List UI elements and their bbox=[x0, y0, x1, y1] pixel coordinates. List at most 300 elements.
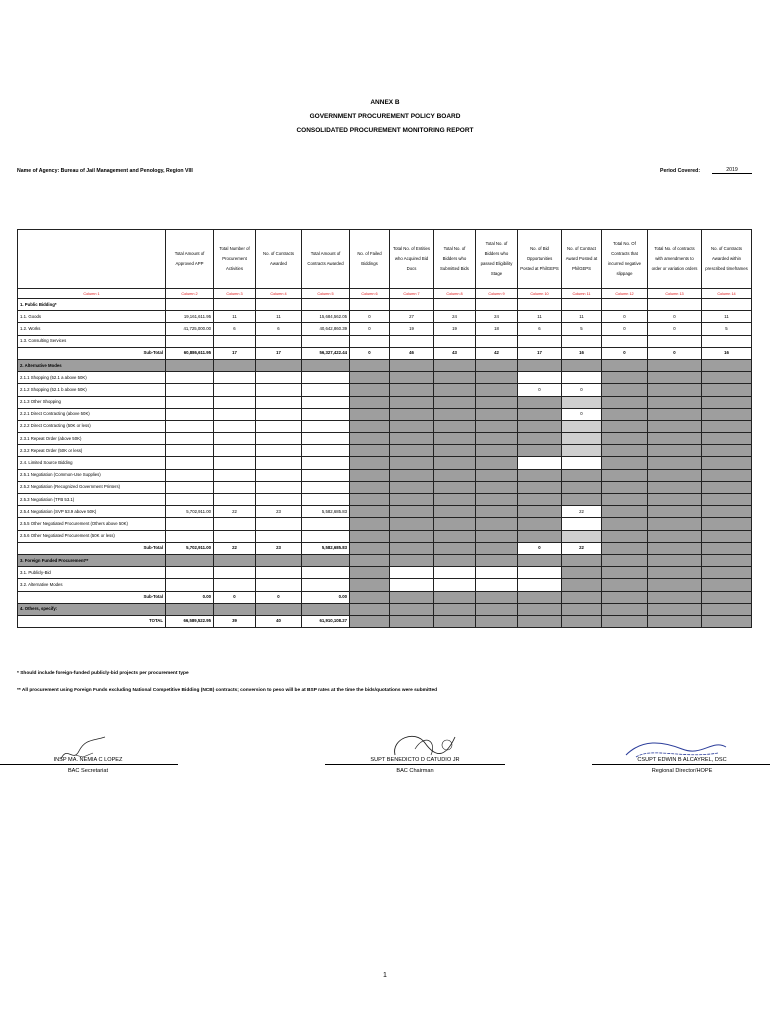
row-label: Sub-Total bbox=[18, 542, 166, 554]
table-row bbox=[18, 299, 752, 311]
table-cell: 40 bbox=[256, 615, 302, 627]
table-cell: 22 bbox=[562, 542, 602, 554]
row-label: 2.1.3 Other Shopping bbox=[18, 396, 166, 408]
table-cell bbox=[648, 554, 702, 566]
table-cell bbox=[302, 530, 350, 542]
table-cell bbox=[302, 299, 350, 311]
table-cell bbox=[302, 433, 350, 445]
procurement-table bbox=[17, 229, 752, 628]
table-cell bbox=[648, 433, 702, 445]
column-number: Column 10 bbox=[518, 289, 562, 299]
table-cell bbox=[434, 542, 476, 554]
table-cell bbox=[434, 457, 476, 469]
table-cell bbox=[562, 372, 602, 384]
table-cell bbox=[214, 396, 256, 408]
table-cell bbox=[214, 469, 256, 481]
table-cell bbox=[562, 457, 602, 469]
table-cell bbox=[166, 481, 214, 493]
col-header: No. of Contract Award Posted at PhilGEPS bbox=[562, 230, 602, 289]
table-cell: 22 bbox=[214, 506, 256, 518]
signatory-role: BAC Secretariat bbox=[67, 768, 109, 774]
table-cell bbox=[518, 372, 562, 384]
table-cell bbox=[602, 579, 648, 591]
table-cell bbox=[302, 494, 350, 506]
table-cell bbox=[702, 603, 752, 615]
column-number: Column 1 bbox=[18, 289, 166, 299]
table-cell bbox=[256, 567, 302, 579]
table-cell: 6 bbox=[518, 323, 562, 335]
table-cell bbox=[256, 359, 302, 371]
table-cell bbox=[476, 420, 518, 432]
table-cell bbox=[214, 384, 256, 396]
table-cell bbox=[702, 506, 752, 518]
table-cell: 5 bbox=[702, 323, 752, 335]
row-label: 4. Others, specify: bbox=[18, 603, 166, 615]
table-cell bbox=[648, 567, 702, 579]
table-cell bbox=[166, 518, 214, 530]
signatory-role: BAC Chairman bbox=[396, 768, 434, 774]
table-cell bbox=[256, 420, 302, 432]
report-title: CONSOLIDATED PROCUREMENT MONITORING REPORT bbox=[296, 127, 474, 134]
col-header: Total No. Of Contracts that incurred negative slippage bbox=[602, 230, 648, 289]
table-cell bbox=[166, 335, 214, 347]
table-cell bbox=[602, 591, 648, 603]
table-cell bbox=[256, 554, 302, 566]
table-row bbox=[18, 518, 752, 530]
table-cell bbox=[518, 615, 562, 627]
table-cell bbox=[702, 396, 752, 408]
col-header: Total No. of Bidders who passed Eligibility Stage bbox=[476, 230, 518, 289]
table-cell: 24 bbox=[434, 311, 476, 323]
table-cell bbox=[256, 372, 302, 384]
table-row bbox=[18, 384, 752, 396]
table-cell bbox=[166, 494, 214, 506]
table-cell bbox=[434, 408, 476, 420]
table-cell: 17 bbox=[518, 347, 562, 359]
table-cell bbox=[476, 335, 518, 347]
table-cell bbox=[476, 299, 518, 311]
table-cell bbox=[302, 579, 350, 591]
table-cell bbox=[302, 420, 350, 432]
table-cell bbox=[702, 445, 752, 457]
table-cell bbox=[166, 384, 214, 396]
table-cell bbox=[602, 530, 648, 542]
table-row bbox=[18, 567, 752, 579]
table-cell bbox=[648, 542, 702, 554]
table-cell bbox=[602, 554, 648, 566]
column-number: Column 14 bbox=[702, 289, 752, 299]
signatory-regional-director bbox=[592, 757, 770, 774]
table-cell bbox=[350, 554, 390, 566]
table-cell bbox=[214, 445, 256, 457]
table-cell bbox=[302, 359, 350, 371]
table-body bbox=[18, 299, 752, 628]
table-cell bbox=[518, 408, 562, 420]
table-cell bbox=[702, 408, 752, 420]
table-cell bbox=[648, 518, 702, 530]
table-cell bbox=[434, 481, 476, 493]
table-cell bbox=[166, 420, 214, 432]
table-cell: 0.00 bbox=[166, 591, 214, 603]
table-cell bbox=[214, 299, 256, 311]
table-row bbox=[18, 457, 752, 469]
table-cell bbox=[602, 335, 648, 347]
table-cell bbox=[302, 396, 350, 408]
table-cell bbox=[602, 384, 648, 396]
row-label: 2.2.2 Direct Contracting (50K or less) bbox=[18, 420, 166, 432]
row-label: 2.5.6 Other Negotiated Procurement (50K or less) bbox=[18, 530, 166, 542]
footnote-1: * Should include foreign-funded publicly-bid projects per procurement type bbox=[17, 671, 189, 676]
table-cell bbox=[390, 554, 434, 566]
table-row bbox=[18, 347, 752, 359]
row-label: TOTAL bbox=[18, 615, 166, 627]
table-cell bbox=[476, 530, 518, 542]
table-cell bbox=[214, 433, 256, 445]
table-cell: 66,589,522.95 bbox=[166, 615, 214, 627]
table-row bbox=[18, 591, 752, 603]
table-cell: 5,582,685.83 bbox=[302, 506, 350, 518]
table-cell bbox=[602, 494, 648, 506]
table-cell bbox=[476, 518, 518, 530]
column-number: Column 13 bbox=[648, 289, 702, 299]
table-cell: 11 bbox=[214, 311, 256, 323]
footnote-2: ** All procurement using Foreign Funds excluding National Competitive Bidding (NCB) contracts; conversion to peso will be at BSP rates at the time the bids/quotations were submitted bbox=[17, 688, 438, 693]
table-cell bbox=[302, 457, 350, 469]
table-cell bbox=[256, 481, 302, 493]
table-cell bbox=[256, 469, 302, 481]
table-cell: 18 bbox=[476, 323, 518, 335]
table-cell bbox=[476, 359, 518, 371]
table-cell bbox=[350, 299, 390, 311]
table-cell bbox=[648, 615, 702, 627]
table-cell bbox=[302, 481, 350, 493]
table-cell bbox=[702, 299, 752, 311]
table-cell bbox=[702, 518, 752, 530]
table-cell: 0 bbox=[602, 311, 648, 323]
period-label: Period Covered: bbox=[660, 168, 701, 174]
table-cell bbox=[350, 445, 390, 457]
col-header: No. of Contracts Awarded within prescribed timeframes bbox=[702, 230, 752, 289]
table-cell bbox=[390, 603, 434, 615]
table-cell bbox=[518, 396, 562, 408]
signatory-name: SUPT BENEDICTO D CATUDIO JR bbox=[325, 757, 505, 765]
table-cell bbox=[350, 469, 390, 481]
col-header bbox=[18, 230, 166, 289]
table-cell bbox=[256, 457, 302, 469]
col-header: No. of Failed Biddings bbox=[350, 230, 390, 289]
table-cell bbox=[602, 615, 648, 627]
row-label: 2. Alternative Modes bbox=[18, 359, 166, 371]
table-cell bbox=[648, 530, 702, 542]
table-cell bbox=[350, 506, 390, 518]
table-row bbox=[18, 615, 752, 627]
table-cell bbox=[390, 542, 434, 554]
table-cell: 0 bbox=[648, 311, 702, 323]
column-number: Column 4 bbox=[256, 289, 302, 299]
col-header: Total Number of Procurement Activities bbox=[214, 230, 256, 289]
table-cell bbox=[434, 420, 476, 432]
table-cell: 39 bbox=[214, 615, 256, 627]
signature-mark bbox=[385, 729, 465, 765]
table-cell bbox=[702, 554, 752, 566]
table-cell bbox=[434, 445, 476, 457]
signatory-bac-chairman bbox=[325, 757, 505, 774]
table-cell bbox=[562, 603, 602, 615]
table-cell: 22 bbox=[562, 506, 602, 518]
table-cell: 5 bbox=[562, 323, 602, 335]
table-cell bbox=[166, 396, 214, 408]
table-cell bbox=[390, 457, 434, 469]
table-cell: 0 bbox=[562, 408, 602, 420]
table-cell bbox=[518, 518, 562, 530]
table-cell bbox=[702, 420, 752, 432]
table-cell bbox=[702, 359, 752, 371]
table-cell bbox=[476, 615, 518, 627]
table-cell: 0 bbox=[256, 591, 302, 603]
table-cell bbox=[166, 445, 214, 457]
col-header: Total Amount of Approved APP bbox=[166, 230, 214, 289]
table-cell bbox=[434, 469, 476, 481]
table-cell bbox=[476, 567, 518, 579]
table-cell bbox=[702, 469, 752, 481]
table-cell bbox=[256, 384, 302, 396]
table-cell bbox=[434, 433, 476, 445]
table-cell: 19 bbox=[390, 323, 434, 335]
table-cell bbox=[350, 494, 390, 506]
column-number: Column 11 bbox=[562, 289, 602, 299]
table-cell bbox=[648, 384, 702, 396]
table-cell bbox=[434, 554, 476, 566]
table-cell bbox=[434, 335, 476, 347]
annex-title: ANNEX B bbox=[370, 99, 400, 106]
table-cell bbox=[602, 433, 648, 445]
table-cell bbox=[518, 494, 562, 506]
table-cell bbox=[214, 359, 256, 371]
row-label: Sub-Total bbox=[18, 591, 166, 603]
table-cell bbox=[648, 408, 702, 420]
table-cell bbox=[476, 433, 518, 445]
table-cell: 11 bbox=[562, 311, 602, 323]
table-cell bbox=[602, 481, 648, 493]
table-cell bbox=[302, 384, 350, 396]
table-cell bbox=[562, 445, 602, 457]
col-header: Total Amount of Contracts Awarded bbox=[302, 230, 350, 289]
table-row bbox=[18, 469, 752, 481]
table-cell bbox=[256, 518, 302, 530]
table-cell bbox=[166, 603, 214, 615]
table-cell bbox=[350, 481, 390, 493]
table-cell: 0 bbox=[214, 591, 256, 603]
table-cell bbox=[256, 494, 302, 506]
table-cell bbox=[562, 494, 602, 506]
signatory-bac-secretariat bbox=[0, 757, 178, 774]
table-cell bbox=[256, 299, 302, 311]
table-cell bbox=[518, 506, 562, 518]
table-row bbox=[18, 311, 752, 323]
table-cell bbox=[602, 542, 648, 554]
table-cell bbox=[350, 359, 390, 371]
table-cell bbox=[562, 554, 602, 566]
table-cell bbox=[166, 359, 214, 371]
table-cell: 0 bbox=[648, 323, 702, 335]
column-number: Column 12 bbox=[602, 289, 648, 299]
table-cell bbox=[434, 603, 476, 615]
table-cell: 11 bbox=[702, 311, 752, 323]
table-cell: 24 bbox=[476, 311, 518, 323]
table-row bbox=[18, 445, 752, 457]
row-label: 2.3.1 Repeat Order (above 50K) bbox=[18, 433, 166, 445]
table-cell bbox=[476, 579, 518, 591]
table-cell bbox=[256, 335, 302, 347]
table-cell bbox=[602, 372, 648, 384]
table-cell: 0 bbox=[350, 347, 390, 359]
table-cell: 19 bbox=[434, 323, 476, 335]
table-cell bbox=[702, 591, 752, 603]
board-title: GOVERNMENT PROCUREMENT POLICY BOARD bbox=[309, 113, 461, 120]
table-cell bbox=[302, 408, 350, 420]
table-cell bbox=[390, 591, 434, 603]
row-label: 2.4. Limited Source Bidding bbox=[18, 457, 166, 469]
table-cell: 60,886,611.95 bbox=[166, 347, 214, 359]
table-cell bbox=[214, 494, 256, 506]
table-cell bbox=[648, 603, 702, 615]
row-label: 2.1.2 Shopping (52.1 b above 50K) bbox=[18, 384, 166, 396]
table-cell bbox=[166, 457, 214, 469]
table-cell: 23 bbox=[256, 506, 302, 518]
table-cell bbox=[166, 530, 214, 542]
table-cell bbox=[518, 481, 562, 493]
table-cell: 16 bbox=[702, 347, 752, 359]
column-number-row bbox=[18, 289, 752, 299]
table-cell bbox=[518, 420, 562, 432]
table-cell bbox=[518, 469, 562, 481]
table-cell bbox=[434, 396, 476, 408]
table-cell bbox=[702, 579, 752, 591]
table-cell bbox=[434, 299, 476, 311]
table-cell bbox=[648, 445, 702, 457]
table-cell bbox=[350, 396, 390, 408]
table-cell bbox=[602, 445, 648, 457]
table-cell bbox=[476, 408, 518, 420]
table-cell bbox=[302, 445, 350, 457]
table-cell bbox=[434, 494, 476, 506]
col-header: Total No. of Entities who Acquired Bid Docs bbox=[390, 230, 434, 289]
table-row bbox=[18, 554, 752, 566]
table-cell bbox=[390, 494, 434, 506]
table-cell bbox=[602, 518, 648, 530]
table-cell: 0 bbox=[602, 347, 648, 359]
table-cell bbox=[350, 579, 390, 591]
table-cell bbox=[256, 603, 302, 615]
table-cell bbox=[518, 603, 562, 615]
table-cell bbox=[350, 530, 390, 542]
table-row bbox=[18, 372, 752, 384]
table-cell bbox=[390, 445, 434, 457]
row-label: 2.5.5 Other Negotiated Procurement (Others above 50K) bbox=[18, 518, 166, 530]
table-cell bbox=[518, 359, 562, 371]
row-label: 1. Public Bidding* bbox=[18, 299, 166, 311]
row-label: 1.1. Goods bbox=[18, 311, 166, 323]
table-cell bbox=[518, 579, 562, 591]
table-cell: 17 bbox=[214, 347, 256, 359]
table-cell bbox=[602, 396, 648, 408]
table-cell bbox=[562, 396, 602, 408]
table-cell bbox=[256, 530, 302, 542]
table-cell bbox=[648, 359, 702, 371]
table-cell: 5,702,911.00 bbox=[166, 542, 214, 554]
table-cell bbox=[166, 554, 214, 566]
table-cell bbox=[214, 603, 256, 615]
table-cell bbox=[518, 299, 562, 311]
table-cell bbox=[256, 579, 302, 591]
table-cell: 27 bbox=[390, 311, 434, 323]
table-cell bbox=[166, 408, 214, 420]
table-cell bbox=[476, 506, 518, 518]
table-cell bbox=[214, 579, 256, 591]
table-cell: 16 bbox=[562, 347, 602, 359]
table-cell bbox=[214, 420, 256, 432]
table-cell bbox=[390, 518, 434, 530]
signatory-role: Regional Director/HOPE bbox=[651, 768, 713, 774]
row-label: 2.2.1 Direct Contracting (above 50K) bbox=[18, 408, 166, 420]
table-cell bbox=[602, 299, 648, 311]
table-cell bbox=[302, 554, 350, 566]
table-cell bbox=[390, 469, 434, 481]
table-cell bbox=[648, 481, 702, 493]
row-label: 3.1. Publicly-Bid bbox=[18, 567, 166, 579]
table-cell bbox=[702, 567, 752, 579]
table-cell: 42 bbox=[476, 347, 518, 359]
table-cell bbox=[476, 591, 518, 603]
table-cell: 0 bbox=[562, 384, 602, 396]
table-cell bbox=[702, 481, 752, 493]
table-cell bbox=[434, 384, 476, 396]
table-cell bbox=[602, 408, 648, 420]
table-cell bbox=[350, 335, 390, 347]
table-row bbox=[18, 542, 752, 554]
row-label: 1.3. Consulting Services bbox=[18, 335, 166, 347]
table-cell: 61,910,108.27 bbox=[302, 615, 350, 627]
table-cell bbox=[390, 506, 434, 518]
table-cell bbox=[434, 518, 476, 530]
table-cell: 46 bbox=[390, 347, 434, 359]
table-cell bbox=[350, 457, 390, 469]
table-cell bbox=[648, 396, 702, 408]
table-cell bbox=[518, 335, 562, 347]
table-cell bbox=[302, 603, 350, 615]
table-cell bbox=[302, 567, 350, 579]
table-cell: 0 bbox=[350, 311, 390, 323]
table-cell bbox=[390, 530, 434, 542]
table-cell bbox=[476, 372, 518, 384]
table-cell bbox=[518, 530, 562, 542]
table-cell: 56,327,422.44 bbox=[302, 347, 350, 359]
table-cell: 43 bbox=[434, 347, 476, 359]
table-cell bbox=[390, 433, 434, 445]
table-cell bbox=[476, 494, 518, 506]
table-cell bbox=[648, 299, 702, 311]
table-row bbox=[18, 420, 752, 432]
column-number: Column 9 bbox=[476, 289, 518, 299]
table-cell bbox=[214, 554, 256, 566]
table-cell bbox=[390, 481, 434, 493]
table-cell: 0.00 bbox=[302, 591, 350, 603]
table-cell bbox=[602, 359, 648, 371]
table-cell bbox=[166, 579, 214, 591]
table-cell bbox=[350, 372, 390, 384]
table-cell bbox=[518, 591, 562, 603]
table-row bbox=[18, 396, 752, 408]
